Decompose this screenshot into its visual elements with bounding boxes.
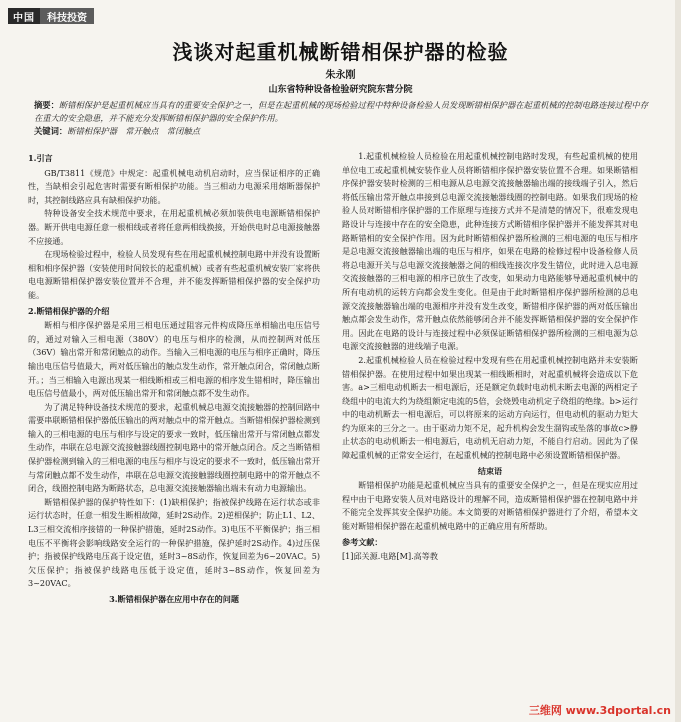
section-heading: 参考文献： <box>342 536 383 547</box>
journal-header-left: 中国 <box>8 8 40 24</box>
keywords-label: 关键词： <box>34 126 68 136</box>
section-heading: 1.引言 <box>28 153 53 163</box>
keywords <box>34 125 651 138</box>
paragraph: 1.起重机械检验人员检验在用起重机械控制电路时发现，有些起重机械的使用单位电工或起重机械安装作业人员将断错相序保护器安装位置不合理。如果断错相序保护器安装时检测的三相电源从总电源交流接触器输出端的接线端子引入，然后将低压输出常开触点串接到总电源交流接触器线圈的控制电路。如果我们现场的检验人员对断错相序保护器的工作原理与连接方式并不是清楚的情况下，很难发现电路设计与连接中存在的安全隐患，此种连接方式断错相序保护器并不能发挥其对电路断错相的安全保护作用。因为此时断错相保护器所检测的三相电源的电压与相序是总电源交流接触器输出端的电压与相序，如果在电路的检修过程中设备检修人员将总电源开关与总电源交流接触器之间的相线连接次序发生错位，此时进入总电源交流接触器的三相电源的相序已放生了改变，如果动力电路能够导通起重机械中的所有电动机的运转方向都会发生变化。但是由于此时断错相序保护器所检测的总电源交流接触器输出端的电源相序并没有发生改变，断错相序保护器的两对低压输出触点都会发生动作，常开触点依然能够闭合并不能发挥断错相保护器的安全保护作用。因此在电路的设计与连接过程中必须保证断错相保护器所检测的三相电源为总电源交流接触器的进线端子电源。 <box>342 151 638 352</box>
section-heading: 结束语 <box>477 465 503 476</box>
paragraph: 断错相保护功能是起重机械应当具有的重要安全保护之一，但是在现实应用过程中由于电路安装人员对电路设计的理解不同，造成断错相保护器在控制电路中并不能完全发挥其安全保护功能。本文简要的对断错相保护器进行了介绍，希望本文能对断错相保护器在起重机械电路中的正确应用有所帮助。 <box>342 480 638 532</box>
paragraph: 断相与相序保护器是采用三相电压通过阻容元件构成降压单相输出电压信号的，通过对输入三相电源（380V）的电压与相序的检测，从而控制两对低压（36V）输出常开和常闭触点的动作。当输入三相电源的电压与相序正确时，降压输出电压信号值最大，两对低压输出的触点发生动作，常开触点闭合，常闭触点断开。；当三相输入电源出现某一相线断相或三相电源的相序发生错相时，降压输出电压信号值最小，两对低压输出常开和常闭触点都不发生动作。 <box>28 320 320 399</box>
right-column <box>342 150 638 564</box>
abstract <box>34 99 651 125</box>
abstract-text: 断错相保护是起重机械应当具有的重要安全保护之一，但是在起重机械的现场检验过程中特种设备检验人员发现断错相保护器在起重机械的控制电路连接过程中存在重大的安全隐患，并不能充分发挥断错相保护器的安全保护作用。 <box>34 100 648 123</box>
journal-header-band <box>8 8 94 24</box>
abstract-label: 摘要： <box>34 100 59 110</box>
paragraph: GB/T3811《规范》中规定：起重机械电动机启动时，应当保证相序的正确性，当缺相会引起危害时需要有断相保护功能。当三相动力电源采用熔断器保护时，其控制线路应具有缺相保护功能。 <box>28 167 320 205</box>
section-heading: 3.断错相保护器在应用中存在的问题 <box>109 594 239 604</box>
keywords-text: 断错相保护器 常开触点 常闭触点 <box>67 126 200 136</box>
paper-affiliation: 山东省特种设备检验研究院东营分院 <box>268 85 413 95</box>
watermark: 三维网 www.3dportal.cn <box>528 704 671 717</box>
paper-title: 浅谈对起重机械断错相保护器的检验 <box>172 40 509 64</box>
paragraph: 特种设备安全技术规范中要求，在用起重机械必须加装供电电源断错相保护器。断开供电电源任意一根相线或者将任意两相线换接，开始供电时总电源接触器不应接通。 <box>28 208 320 246</box>
paragraph: 为了满足特种设备技术规范的要求，起重机械总电源交流接触器的控制回路中需要串联断错相保护器低压输出的两对触点中的常开触点。当断错相保护器检测到输入的三相电源的电压与相序与设定的要求一致时，低压输出常开与常闭触点都发生动作，串联在总电源交流接触器线圈控制电路中的常开触点闭合。反之当断错相保护器检测到输入的三相电源的电压与相序与设定的要求不一致时，低压输出常开与常闭触点都不发生动作，串联在总电源交流接触器线圈控制电路中的常开触点不闭合，线圈控制电路为断路状态，总电源交流接触器输出端未有动力电源输出。 <box>28 401 320 494</box>
left-column <box>28 150 320 608</box>
page-edge <box>675 0 681 722</box>
reference-item: [1]邱关源.电路[M].高等教 <box>342 551 438 562</box>
section-heading: 2.断错相保护器的介绍 <box>28 305 110 316</box>
journal-header-right: 科技投资 <box>40 8 94 24</box>
paper-author: 朱永刚 <box>325 70 356 81</box>
paragraph: 在现场检验过程中，检验人员发现有些在用起重机械控制电路中并没有设置断相和相序保护器（安装使用时间较长的起重机械）或者有些起重机械安装厂家将供电电源断错相保护器安装位置并不合理，并不能发挥断错相保护器的安全保护功能。 <box>28 249 320 300</box>
paragraph: 2.起重机械检验人员在检验过程中发现有些在用起重机械控制电路并未安装断错相保护器。在使用过程中如果出现某一相线断相时，对起重机械将会造成以下危害。a>三相电动机断去一相电源后，还是额定负载时电动机未断去电源的两相定子绕组中的电流大约为绕组额定电流的5倍，会烧毁电动机定子绕组的绝缘。b>运行中的电动机断去一相电源后，可以将原来的运动方向运行，但电动机的驱动力矩大约为原来的三分之一。由于驱动力矩不足，起升机构会发生溜钩或坠落的事故c>静止状态的电动机断去一相电源后，电动机无启动力矩，不能自行启动。因此为了保障起重机械的正常安全运行，在起重机械的控制电路中必须设置断错相保护器。 <box>342 354 638 461</box>
paragraph: 断错相保护器的保护特性如下：(1)缺相保护；指被保护线路在运行状态或非运行状态时，任意一相发生断相故障，延时2S动作。2)逆相保护；防止L1、L2、L3三相交流相序接错的一种保护措施，延时2S动作。3)电压不平衡保护；指三相电压不平衡将会影响线路安全运行的一种保护措施，保护延时2S动作。4)过压保护；指被保护线路电压高于设定值，延时3~8S动作，恢复回差为6~20VAC。5)欠压保护；指被保护线路电压低于设定值，延时3~8S动作，恢复回差为3~20VAC。 <box>28 496 320 589</box>
